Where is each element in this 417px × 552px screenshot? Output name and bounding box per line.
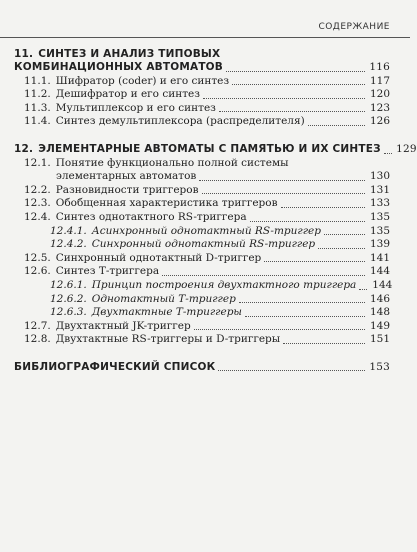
toc-entry-11-1[interactable] — [24, 75, 390, 89]
toc-chapter-number: 11. — [14, 48, 34, 60]
toc-entry-number: 12.6.3. — [50, 306, 87, 319]
toc-page-number: 139 — [369, 238, 390, 251]
toc-entry-12-1[interactable] — [24, 157, 390, 184]
toc-leader — [202, 193, 365, 194]
toc-entry-number: 11.1. — [24, 74, 51, 87]
toc-page-number: 153 — [369, 360, 390, 373]
toc-entry-number: 12.5. — [24, 251, 51, 264]
toc-entry-number: 12.4.2. — [50, 238, 87, 251]
toc-leader — [239, 302, 365, 303]
toc-leader — [218, 370, 365, 371]
toc-entry-title: Однотактный Т-триггер — [91, 292, 236, 305]
toc-page-number: 116 — [369, 61, 390, 73]
toc-entry-title: Мультиплексор и его синтез — [55, 101, 216, 114]
toc-leader — [245, 316, 365, 317]
header-rule — [0, 37, 410, 38]
toc-entry-12-8[interactable] — [24, 333, 390, 347]
toc-entry-title-line1: Понятие функционально полной системы — [55, 156, 289, 169]
toc-entry-number: 12.2. — [24, 183, 51, 196]
toc-page-number: 144 — [372, 278, 393, 291]
toc-entry-number: 12.4. — [24, 210, 51, 223]
toc-leader — [281, 207, 365, 208]
toc-entry-12-4-2[interactable] — [50, 238, 390, 252]
toc-entry-title: Принцип построения двухтактного триггера — [91, 278, 357, 291]
toc-entry-title: Асинхронный однотактный RS-триггер — [91, 224, 321, 237]
toc-section-12 — [14, 142, 417, 347]
toc-leader — [226, 71, 365, 72]
toc-entry-number: 12.7. — [24, 319, 51, 332]
running-header: СОДЕРЖАНИЕ — [318, 22, 390, 32]
toc-entry-12-4[interactable] — [24, 211, 390, 225]
toc-entry-number: 12.1. — [24, 156, 51, 169]
toc-entry-number: 11.3. — [24, 101, 51, 114]
toc-entry-12-7[interactable] — [24, 320, 390, 334]
toc-chapter-title-line1: СИНТЕЗ И АНАЛИЗ ТИПОВЫХ — [38, 48, 221, 60]
toc-bibliography-title: БИБЛИОГРАФИЧЕСКИЙ СПИСОК — [14, 360, 216, 373]
toc-leader — [219, 111, 365, 112]
table-of-contents — [14, 48, 417, 386]
toc-leader — [194, 329, 365, 330]
toc-entry-number: 12.6.2. — [50, 292, 87, 305]
toc-entry-title: Двухтактный JK-триггер — [55, 319, 191, 332]
toc-leader — [264, 261, 365, 262]
toc-leader — [318, 248, 365, 249]
toc-section-bibliography — [14, 361, 390, 375]
toc-leader — [359, 289, 367, 290]
toc-leader — [384, 153, 392, 154]
toc-page-number: 130 — [369, 170, 390, 183]
toc-page-number: 148 — [369, 306, 390, 319]
toc-chapter-11-heading[interactable] — [14, 48, 390, 75]
toc-entry-title: Шифратор (coder) и его синтез — [55, 74, 230, 87]
toc-chapter-12-heading[interactable] — [14, 142, 417, 157]
toc-entry-11-2[interactable] — [24, 88, 390, 102]
toc-page-number: 151 — [369, 333, 390, 346]
toc-entry-11-3[interactable] — [24, 102, 390, 116]
toc-page-number: 129 — [396, 142, 417, 155]
toc-entry-title: Разновидности триггеров — [55, 183, 199, 196]
toc-leader — [324, 234, 365, 235]
toc-entry-11-4[interactable] — [24, 115, 390, 129]
toc-page-number: 131 — [369, 183, 390, 196]
toc-entry-number: 12.8. — [24, 333, 51, 346]
toc-page-number: 133 — [369, 197, 390, 210]
toc-page-number: 117 — [369, 74, 390, 87]
toc-page-number: 144 — [369, 265, 390, 278]
toc-leader — [250, 221, 365, 222]
toc-bibliography-heading[interactable] — [14, 361, 390, 375]
toc-entry-12-4-1[interactable] — [50, 225, 390, 239]
toc-entry-title: Синхронный однотактный RS-триггер — [91, 238, 316, 251]
toc-page-number: 146 — [369, 292, 390, 305]
toc-chapter-title-line2: КОМБИНАЦИОННЫХ АВТОМАТОВ — [14, 61, 224, 73]
toc-page-number: 149 — [369, 319, 390, 332]
toc-entry-title: Синтез однотактного RS-триггера — [55, 210, 247, 223]
toc-entry-title: Обобщенная характеристика триггеров — [55, 197, 278, 210]
toc-entry-number: 11.2. — [24, 88, 51, 101]
toc-entry-title: Дешифратор и его синтез — [55, 88, 200, 101]
toc-leader — [199, 180, 365, 181]
toc-entry-number: 12.6. — [24, 265, 51, 278]
toc-entry-12-6[interactable] — [24, 265, 390, 279]
toc-entry-title-line2: элементарных автоматов — [56, 170, 197, 183]
toc-page-number: 135 — [369, 210, 390, 223]
toc-entry-12-5[interactable] — [24, 252, 390, 266]
toc-chapter-number: 12. — [14, 142, 34, 155]
toc-chapter-title: ЭЛЕМЕНТАРНЫЕ АВТОМАТЫ С ПАМЯТЬЮ И ИХ СИНТЕЗ — [38, 142, 381, 155]
toc-entry-12-6-2[interactable] — [50, 293, 390, 307]
toc-page-number: 126 — [369, 115, 390, 128]
toc-entry-title: Синхронный однотактный D-триггер — [55, 251, 262, 264]
toc-entry-12-6-1[interactable] — [50, 278, 393, 293]
toc-entry-12-2[interactable] — [24, 184, 390, 198]
toc-entry-12-6-3[interactable] — [50, 306, 390, 320]
toc-entry-title: Синтез Т-триггера — [55, 265, 160, 278]
toc-entry-number: 12.6.1. — [50, 278, 87, 291]
toc-section-11 — [14, 48, 390, 129]
toc-page-number: 135 — [369, 224, 390, 237]
toc-entry-title: Двухтактные Т-триггеры — [91, 306, 242, 319]
toc-page-number: 120 — [369, 88, 390, 101]
toc-leader — [162, 275, 365, 276]
toc-leader — [203, 98, 365, 99]
toc-leader — [308, 125, 365, 126]
toc-entry-12-3[interactable] — [24, 197, 390, 211]
toc-entry-title: Синтез демультиплексора (распределителя) — [55, 115, 305, 128]
toc-page-number: 123 — [369, 101, 390, 114]
toc-entry-number: 12.3. — [24, 197, 51, 210]
toc-page-number: 141 — [369, 251, 390, 264]
toc-entry-number: 12.4.1. — [50, 224, 87, 237]
toc-entry-number: 11.4. — [24, 115, 51, 128]
toc-entry-title: Двухтактные RS-триггеры и D-триггеры — [55, 333, 281, 346]
toc-leader — [232, 84, 365, 85]
toc-leader — [283, 343, 365, 344]
